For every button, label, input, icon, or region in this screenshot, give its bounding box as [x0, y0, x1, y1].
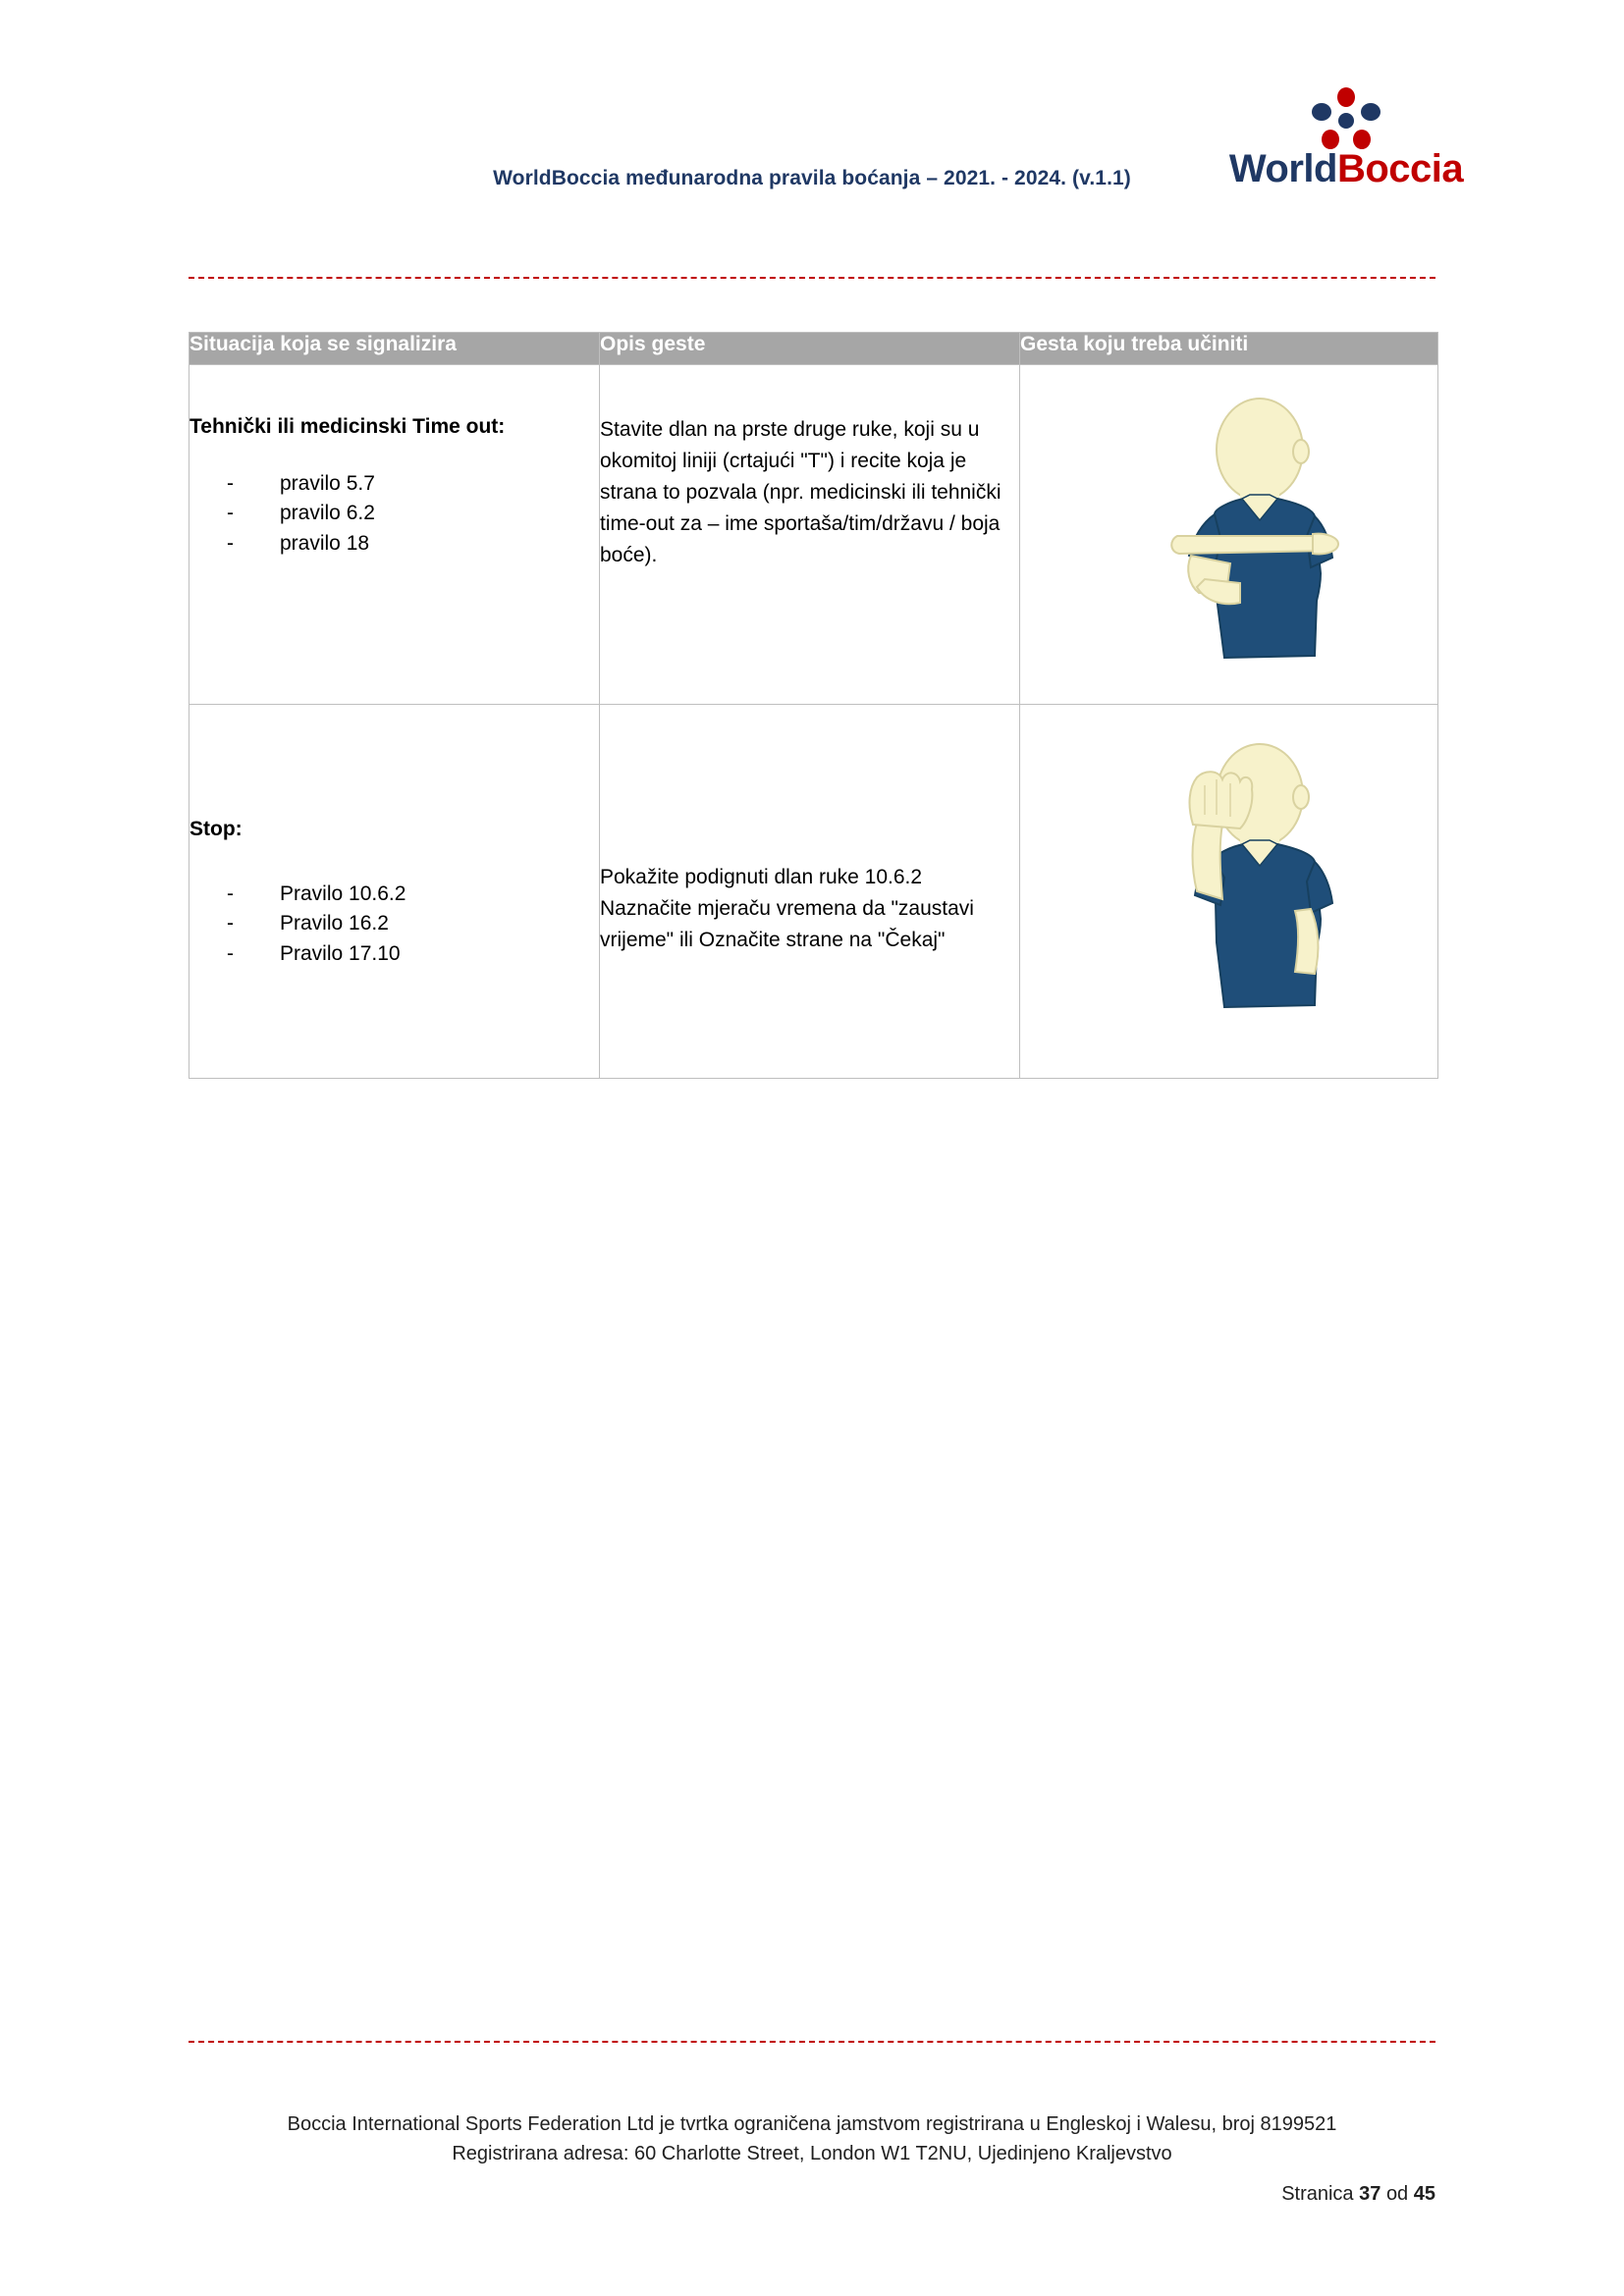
page-prefix-label: Stranica — [1281, 2183, 1354, 2205]
header-divider — [189, 277, 1435, 279]
figure-cell-timeout — [1020, 365, 1438, 705]
page-total-number: 45 — [1413, 2183, 1435, 2205]
referee-timeout-gesture-image — [1020, 365, 1437, 704]
referee-stop-gesture-image — [1020, 705, 1437, 1078]
list-item-label: Pravilo 16.2 — [280, 912, 389, 935]
referee-signals-table — [189, 332, 1438, 1079]
header-title: WorldBoccia međunarodna pravila boćanja – 2021. - 2024. (v.1.1) — [493, 167, 1131, 189]
list-bullet: - — [227, 912, 234, 935]
list-bullet: - — [227, 881, 234, 905]
list-item-label: Pravilo 17.10 — [280, 941, 401, 965]
table-header-row — [189, 333, 1438, 365]
page-header — [0, 59, 1624, 196]
footer-line-2: Registrirana adresa: 60 Charlotte Street, London W1 T2NU, Ujedinjeno Kraljevstvo — [452, 2143, 1172, 2164]
column-header-situation: Situacija koja se signalizira — [189, 333, 600, 365]
list-item — [189, 499, 599, 528]
rule-list — [189, 880, 599, 969]
logo-boccia-text: Boccia — [1336, 147, 1464, 190]
situation-title: Tehnički ili medicinski Time out: — [189, 415, 506, 438]
list-item — [189, 909, 599, 938]
situation-cell-stop — [189, 705, 600, 1079]
list-item-label: pravilo 18 — [280, 531, 370, 555]
logo-world-text: World — [1228, 147, 1337, 190]
rule-list — [189, 469, 599, 559]
list-item-label: pravilo 5.7 — [280, 471, 375, 495]
list-item-label: Pravilo 10.6.2 — [280, 881, 406, 905]
footer-divider — [189, 2041, 1435, 2043]
list-item-label: pravilo 6.2 — [280, 502, 375, 525]
list-bullet: - — [227, 502, 234, 525]
list-item — [189, 469, 599, 499]
page-number-indicator — [1281, 2183, 1435, 2206]
gesture-description: Pokažite podignuti dlan ruke 10.6.2 Naznačite mjeraču vremena da "zaustavi vrijeme" ili Označite strane na "Čekaj" — [600, 866, 974, 951]
table-row — [189, 365, 1438, 705]
logo-wordmark — [1214, 147, 1479, 191]
list-bullet: - — [227, 531, 234, 555]
list-item — [189, 529, 599, 559]
list-bullet: - — [227, 471, 234, 495]
flower-icon — [1304, 86, 1388, 151]
description-cell-timeout — [600, 365, 1020, 705]
column-header-gesture: Gesta koju treba učiniti — [1020, 333, 1438, 365]
page-footer — [189, 2109, 1435, 2168]
page-current-number: 37 — [1359, 2183, 1381, 2205]
footer-line-1: Boccia International Sports Federation Ltd je tvrtka ograničena jamstvom registrirana u Engleskoj i Walesu, broj 8199521 — [287, 2113, 1337, 2135]
page-middle-label: od — [1385, 2183, 1409, 2205]
figure-cell-stop — [1020, 705, 1438, 1079]
situation-cell-timeout — [189, 365, 600, 705]
situation-title: Stop: — [189, 818, 243, 840]
table-row — [189, 705, 1438, 1079]
gesture-description: Stavite dlan na prste druge ruke, koji su u okomitoj liniji (crtajući "T") i recite koja je strana to pozvala (npr. medicinski ili tehnički time-out za – ime sportaša/tim/državu / boja boće). — [600, 418, 1001, 566]
column-header-description: Opis geste — [600, 333, 1020, 365]
list-item — [189, 939, 599, 969]
list-bullet: - — [227, 941, 234, 965]
worldboccia-logo — [1214, 86, 1479, 194]
list-item — [189, 880, 599, 909]
description-cell-stop — [600, 705, 1020, 1079]
